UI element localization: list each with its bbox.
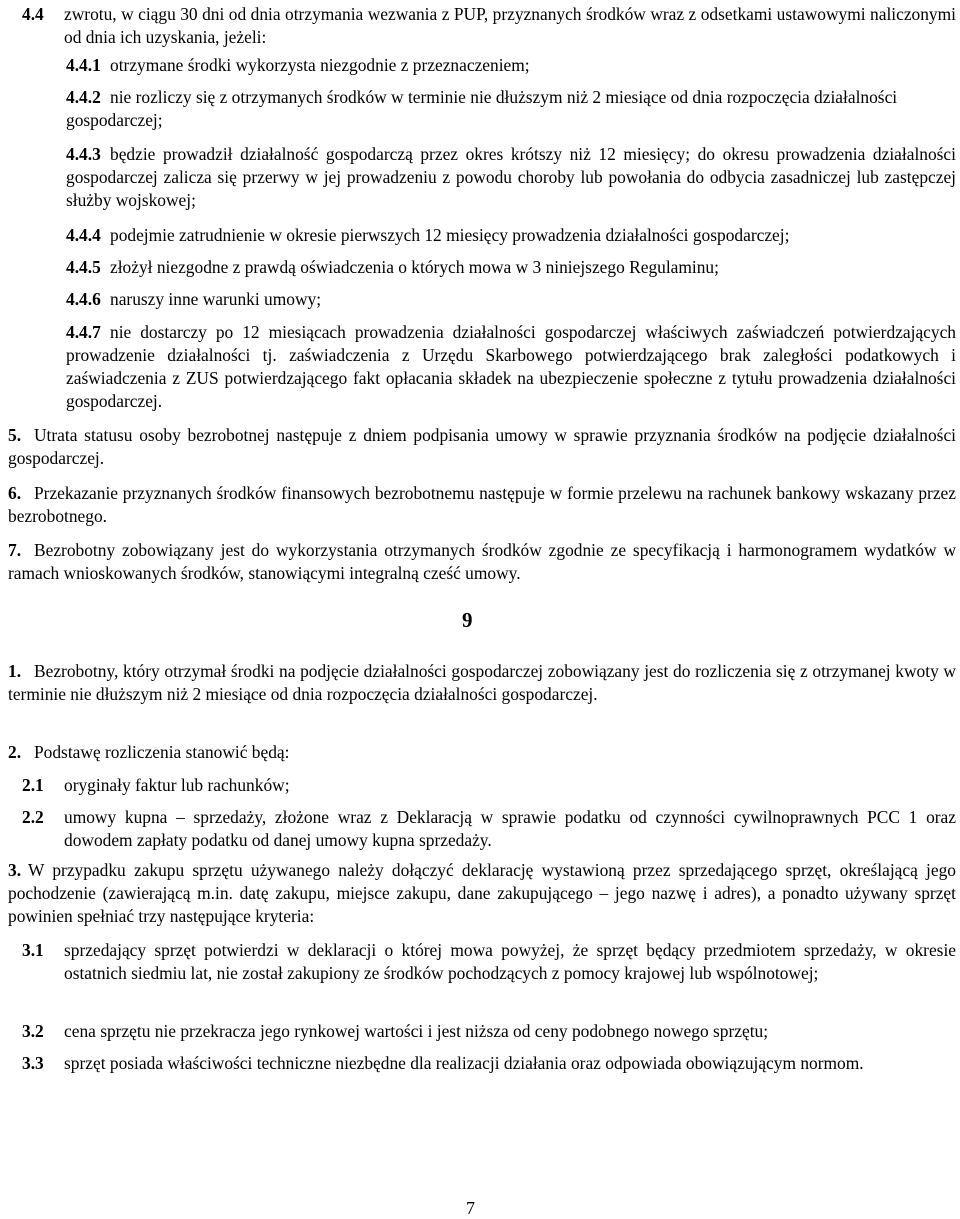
paragraph-text: podejmie zatrudnienie w okresie pierwszych 12 miesięcy prowadzenia działalności gospodarczej; — [110, 225, 790, 245]
paragraph-text: będzie prowadził działalność gospodarczą przez okres krótszy niż 12 miesięcy; do okresu prowadzenia działalności gospodarczej zalicza się przerwy w jej prowadzeniu z powodu choroby lub powołania do odbycia zasadniczej lub zastępczej służby wojskowej; — [66, 144, 956, 210]
paragraph-text: nie dostarczy po 12 miesiącach prowadzenia działalności gospodarczej właściwych zaświadczeń potwierdzających prowadzenie działalności tj. zaświadczenia z Urzędu Skarbowego potwierdzającego brak zaległości podatkowych i zaświadczenia z ZUS potwierdzającego fakt opłacania składek na ubezpieczenie społeczne z tytułu prowadzenia działalności gospodarczej. — [66, 322, 956, 411]
paragraph-4-4 — [22, 3, 956, 49]
paragraph-number: 4.4.2 — [66, 87, 101, 107]
paragraph-number: 3.1 — [22, 940, 44, 960]
paragraph-4-4-7 — [66, 321, 956, 413]
paragraph-text: sprzęt posiada właściwości techniczne niezbędne dla realizacji działania oraz odpowiada obowiązującym normom. — [64, 1053, 864, 1073]
paragraph-4-4-5 — [66, 256, 956, 279]
paragraph-text: Bezrobotny, który otrzymał środki na podjęcie działalności gospodarczej zobowiązany jest do rozliczenia się z otrzymanej kwoty w terminie nie dłuższym niż 2 miesiące od dnia rozpoczęcia działalności gospodarczej. — [8, 661, 956, 704]
paragraph-4-4-4 — [66, 224, 956, 247]
paragraph-text: naruszy inne warunki umowy; — [110, 289, 322, 309]
paragraph-number: 4.4.6 — [66, 289, 101, 309]
paragraph-7 — [8, 539, 956, 585]
paragraph-number: 6. — [8, 483, 22, 503]
paragraph-number: 4.4.3 — [66, 144, 101, 164]
paragraph-number: 3.2 — [22, 1021, 44, 1041]
paragraph-number: 7. — [8, 540, 22, 560]
section-9-point-3-2 — [22, 1020, 956, 1043]
paragraph-text: sprzedający sprzęt potwierdzi w deklaracji o której mowa powyżej, że sprzęt będący przedmiotem sprzedaży, w okresie ostatnich siedmiu lat, nie został zakupiony ze środków pochodzących z pomocy krajowej lub wspólnotowej; — [64, 940, 956, 983]
paragraph-number: 1. — [8, 661, 22, 681]
paragraph-4-4-6 — [66, 288, 956, 311]
paragraph-text: otrzymane środki wykorzysta niezgodnie z przeznaczeniem; — [110, 55, 530, 75]
section-9-point-2 — [8, 741, 956, 764]
section-heading — [462, 605, 473, 635]
paragraph-4-4-3 — [66, 143, 956, 212]
paragraph-text: nie rozliczy się z otrzymanych środków w terminie nie dłuższym niż 2 miesiące od dnia rozpoczęcia działalności gospodarczej; — [66, 87, 898, 130]
paragraph-5 — [8, 424, 956, 470]
paragraph-4-4-1 — [66, 54, 956, 77]
paragraph-number: 5. — [8, 425, 22, 445]
paragraph-text: zwrotu, w ciągu 30 dni od dnia otrzymania wezwania z PUP, przyznanych środków wraz z odsetkami ustawowymi naliczonymi od dnia ich uzyskania, jeżeli: — [64, 4, 956, 47]
paragraph-number: 2.2 — [22, 807, 44, 827]
paragraph-text: Utrata statusu osoby bezrobotnej następuje z dniem podpisania umowy w sprawie przyznania środków na podjęcie działalności gospodarczej. — [8, 425, 956, 468]
paragraph-text: umowy kupna – sprzedaży, złożone wraz z Deklaracją w sprawie podatku od czynności cywilnoprawnych PCC 1 oraz dowodem zapłaty podatku od danej umowy kupna sprzedaży. — [64, 807, 956, 850]
section-9-point-2-2 — [22, 806, 956, 852]
section-9-point-3-3 — [22, 1052, 956, 1075]
paragraph-text: W przypadku zakupu sprzętu używanego należy dołączyć deklarację wystawioną przez sprzedającego sprzęt, określającą jego pochodzenie (zawierającą m.in. datę zakupu, miejsce zakupu, dane zakupującego – jego nazwę i adres), a ponadto używany sprzęt powinien spełniać trzy następujące kryteria: — [8, 860, 956, 926]
section-9-point-2-1 — [22, 774, 956, 797]
paragraph-number: 4.4.7 — [66, 322, 101, 342]
paragraph-4-4-2 — [66, 86, 956, 132]
paragraph-number: 2.1 — [22, 775, 44, 795]
page-number: 7 — [466, 1198, 475, 1218]
paragraph-number: 3. — [8, 860, 22, 880]
paragraph-text: cena sprzętu nie przekracza jego rynkowej wartości i jest niższa od ceny podobnego nowego sprzętu; — [64, 1021, 769, 1041]
paragraph-text: Przekazanie przyznanych środków finansowych bezrobotnemu następuje w formie przelewu na rachunek bankowy wskazany przez bezrobotnego. — [8, 483, 956, 526]
paragraph-text: złożył niezgodne z prawdą oświadczenia o których mowa w 3 niniejszego Regulaminu; — [110, 257, 719, 277]
paragraph-number: 2. — [8, 742, 22, 762]
paragraph-text: Podstawę rozliczenia stanowić będą: — [34, 742, 290, 762]
paragraph-number: 4.4 — [22, 4, 44, 24]
paragraph-number: 4.4.4 — [66, 225, 101, 245]
section-9-point-3-1 — [22, 939, 956, 985]
paragraph-number: 3.3 — [22, 1053, 44, 1073]
paragraph-text: Bezrobotny zobowiązany jest do wykorzystania otrzymanych środków zgodnie ze specyfikacją i harmonogramem wydatków w ramach wnioskowanych środków, stanowiącymi integralną cześć umowy. — [8, 540, 956, 583]
paragraph-number: 4.4.5 — [66, 257, 101, 277]
paragraph-text: oryginały faktur lub rachunków; — [64, 775, 290, 795]
section-9-point-3 — [8, 859, 956, 928]
paragraph-number: 4.4.1 — [66, 55, 101, 75]
section-heading-number: 9 — [462, 608, 473, 632]
paragraph-6 — [8, 482, 956, 528]
section-9-point-1 — [8, 660, 956, 706]
